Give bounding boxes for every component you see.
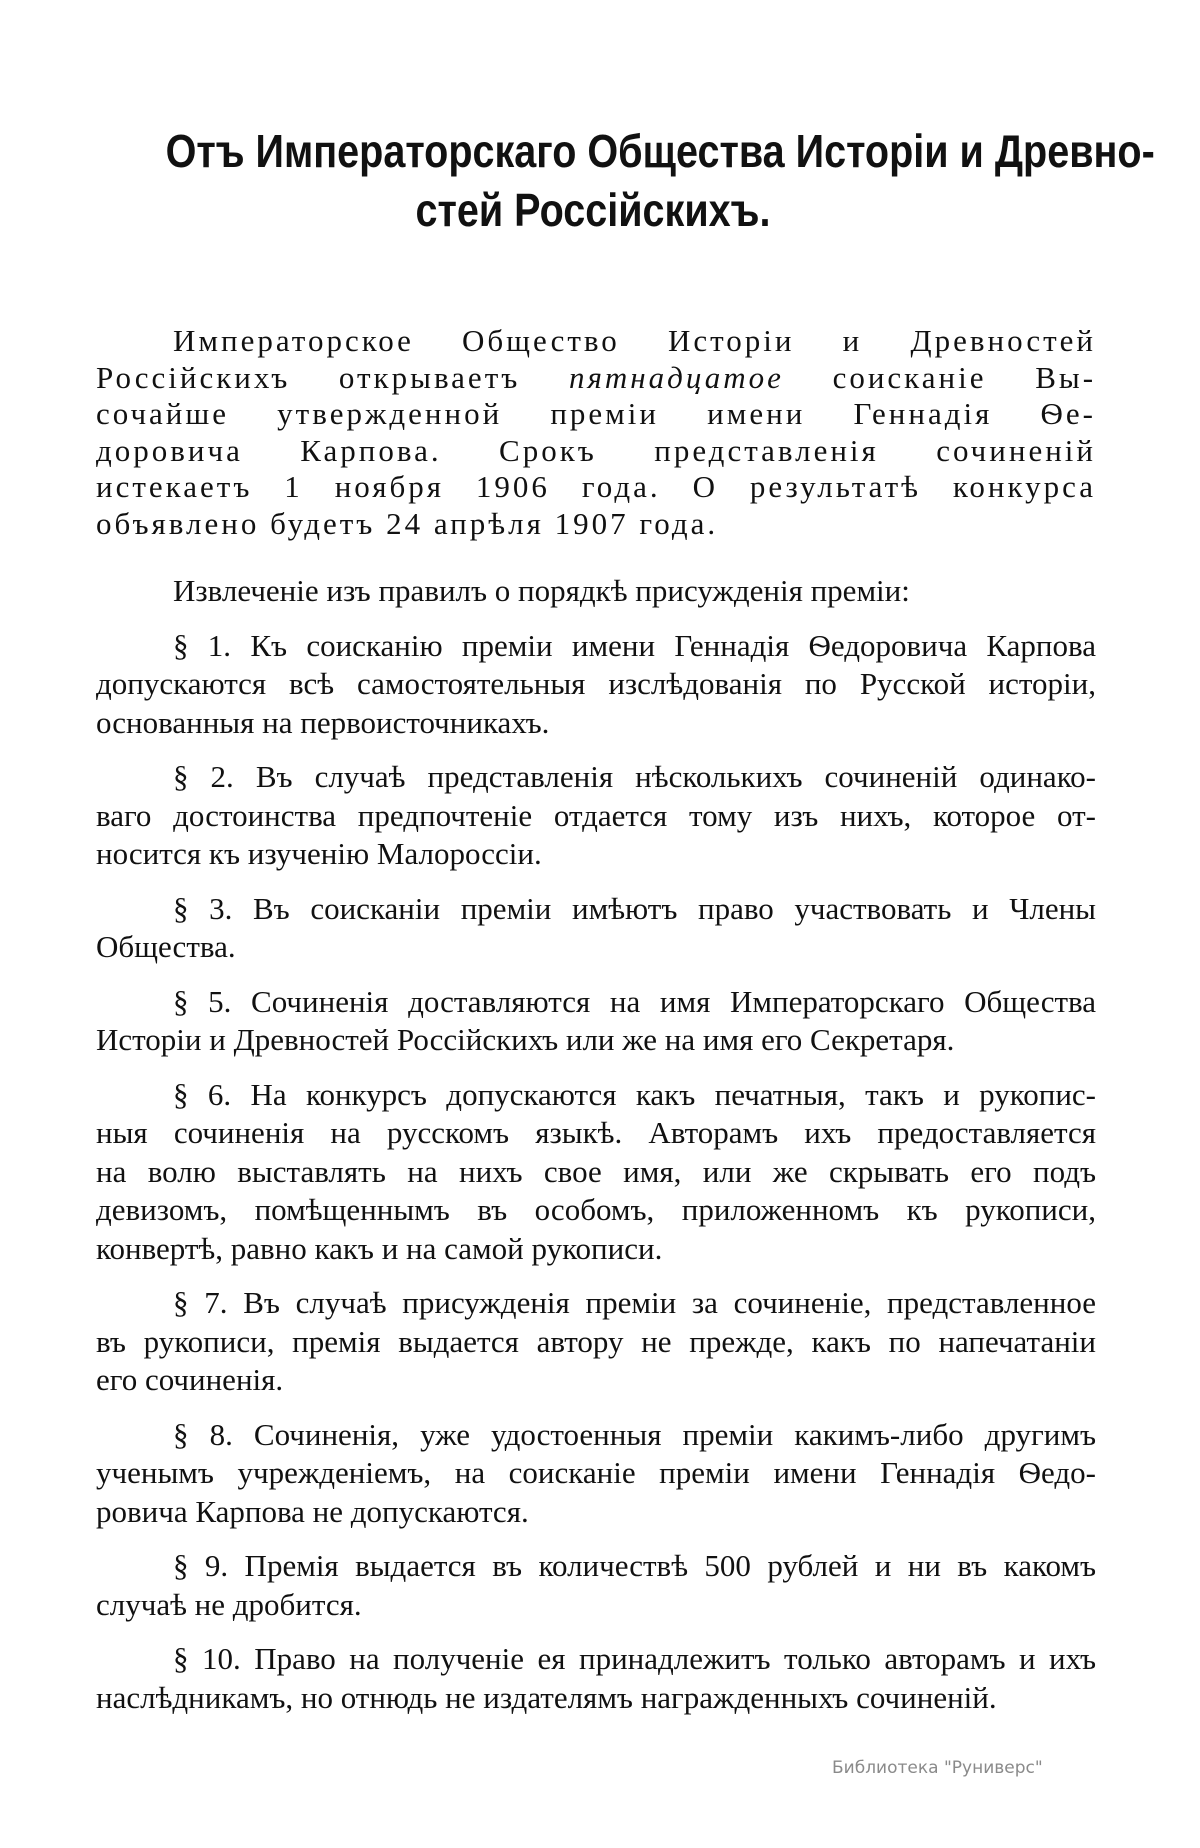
text-line: Императорское Общество Исторіи и Древностей — [173, 323, 1096, 358]
intro-paragraph — [96, 323, 1096, 542]
text-line: § 9. Премія выдается въ количествѣ 500 рублей и ни въ какомъ — [173, 1548, 1096, 1583]
text-line: доровича Карпова. Срокъ представленія сочиненій — [96, 432, 1096, 468]
rules-sections — [96, 627, 1096, 1718]
text-line: Общества. — [96, 929, 236, 964]
text-line: ваго достоинства предпочтеніе отдается тому изъ нихъ, которое от- — [96, 797, 1096, 833]
text-line: § 6. На конкурсъ допускаются какъ печатныя, такъ и рукопис- — [173, 1076, 1096, 1112]
text-line: объявлено будетъ 24 апрѣля 1907 года. — [96, 505, 719, 541]
text-line: ученымъ учрежденіемъ, на соисканіе преміи имени Геннадія Ѳедо- — [96, 1455, 1096, 1490]
text-line: § 10. Право на полученіе ея принадлежитъ только авторамъ и ихъ — [173, 1641, 1096, 1676]
text-line: на волю выставлять на нихъ свое имя, или же скрывать его подъ — [96, 1153, 1096, 1189]
text-line: Извлеченіе изъ правилъ о порядкѣ присужденія преміи: — [173, 573, 910, 608]
text-line: § 8. Сочиненія, уже удостоенныя преміи какимъ-либо другимъ — [173, 1416, 1096, 1452]
text-line: § 5. Сочиненія доставляются на имя Императорскаго Общества — [173, 983, 1096, 1019]
text-line: истекаетъ 1 ноября 1906 года. О результатѣ конкурса — [96, 469, 1096, 504]
text-line: ровича Карпова не допускаются. — [96, 1493, 529, 1529]
rule-paragraph — [96, 1547, 1096, 1624]
text-line: § 3. Въ соисканіи преміи имѣютъ право участвовать и Члены — [173, 890, 1096, 926]
italic-word: пятнадцатое — [568, 359, 784, 395]
text-line: основанныя на первоисточникахъ. — [96, 704, 550, 740]
rule-paragraph — [96, 758, 1096, 874]
text-line — [96, 360, 1096, 397]
title-line: стей Россійскихъ. — [415, 184, 771, 236]
text-line: допускаются всѣ самостоятельныя изслѣдованія по Русской исторіи, — [96, 666, 1096, 701]
rule-paragraph — [96, 890, 1096, 967]
text-line: § 7. Въ случаѣ присужденія преміи за сочиненіе, представленное — [173, 1285, 1096, 1320]
text-line: Исторіи и Древностей Россійскихъ или же на имя его Секретаря. — [96, 1022, 955, 1057]
text-span: соисканіе Вы- — [832, 359, 1097, 395]
text-line: девизомъ, помѣщеннымъ въ особомъ, приложенномъ къ рукописи, — [96, 1192, 1096, 1227]
rule-paragraph — [96, 627, 1096, 743]
rule-paragraph — [96, 1284, 1096, 1400]
text-line: ныя сочиненія на русскомъ языкѣ. Авторамъ ихъ предоставляется — [96, 1115, 1096, 1150]
rule-paragraph — [96, 1640, 1096, 1717]
document-title — [96, 122, 1155, 240]
document-body — [96, 323, 1096, 1717]
rule-paragraph — [96, 1076, 1096, 1269]
title-line: Отъ Императорскаго Общества Исторіи и Древно- — [165, 125, 1155, 177]
text-line: наслѣдникамъ, но отнюдь не издателямъ награжденныхъ сочиненій. — [96, 1679, 997, 1715]
text-span: Россійскихъ открываетъ — [96, 359, 521, 395]
text-line: § 1. Къ соисканію преміи имени Геннадія Ѳедоровича Карпова — [173, 627, 1096, 663]
rule-paragraph — [96, 983, 1096, 1060]
rule-paragraph — [96, 1416, 1096, 1532]
text-line: носится къ изученію Малороссіи. — [96, 836, 542, 871]
text-line: § 2. Въ случаѣ представленія нѣсколькихъ сочиненій одинако- — [173, 759, 1096, 794]
text-line: его сочиненія. — [96, 1362, 284, 1397]
extract-heading — [96, 572, 1096, 611]
library-watermark: Библиотека "Руниверс" — [832, 1758, 1043, 1778]
text-line: конвертѣ, равно какъ и на самой рукописи. — [96, 1230, 663, 1266]
text-line: сочайше утвержденной преміи имени Геннадія Ѳе- — [96, 396, 1096, 431]
text-line: случаѣ не дробится. — [96, 1586, 362, 1622]
text-line: въ рукописи, премія выдается автору не прежде, какъ по напечатаніи — [96, 1323, 1096, 1359]
